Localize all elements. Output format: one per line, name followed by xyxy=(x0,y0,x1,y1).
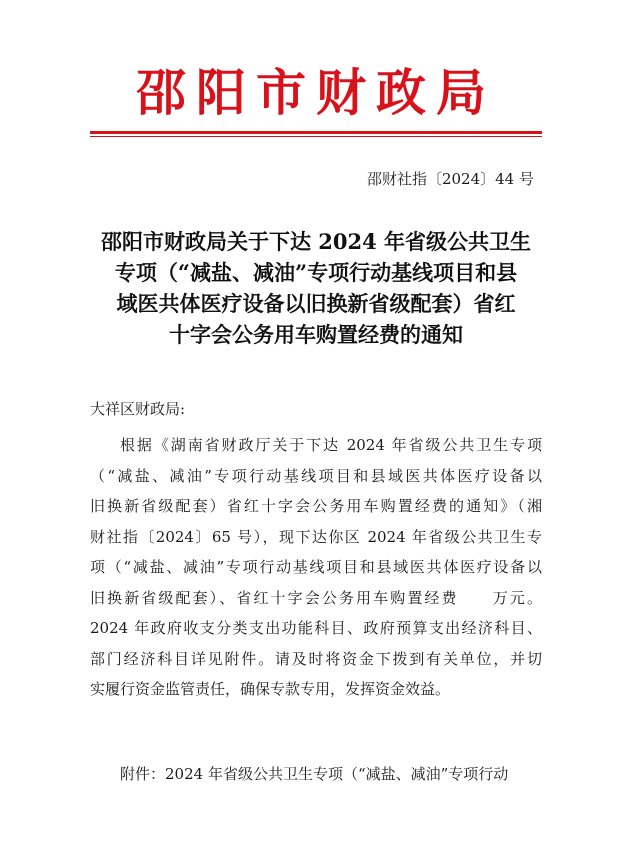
body-paragraph xyxy=(90,430,542,705)
notice-title-line: 专项（“减盐、减油”专项行动基线项目和县 xyxy=(114,260,518,285)
notice-title xyxy=(90,226,542,350)
body-line: 部门经济科目详见附件。请及时将资金下拨到有关单位，并切 xyxy=(90,649,542,668)
body-line: （“减盐、减油”专项行动基线项目和县域医共体医疗设备以 xyxy=(90,466,542,485)
body-line: 2024 年政府收支分类支出功能科目、政府预算支出经济科目、 xyxy=(90,619,542,637)
document-number: 邵财社指〔2024〕44 号 xyxy=(366,170,534,188)
notice-title-line: 域医共体医疗设备以旧换新省级配套）省红 xyxy=(116,291,516,316)
notice-title-line: 邵阳市财政局关于下达 2024 年省级公共卫生 xyxy=(100,229,532,254)
body-line: 项（“减盐、减油”专项行动基线项目和县域医共体医疗设备以 xyxy=(90,558,542,576)
body-line: 旧换新省级配套）省红十字会公务用车购置经费的通知》（湘 xyxy=(90,497,542,515)
body-line: 实履行资金监管责任，确保专款专用，发挥资金效益。 xyxy=(90,680,451,698)
notice-title-line: 十字会公务用车购置经费的通知 xyxy=(169,322,463,347)
letterhead-red-rule xyxy=(90,131,542,134)
letterhead-red-rule-thin xyxy=(90,136,542,137)
body-line: 财社指〔2024〕65 号），现下达你区 2024 年省级公共卫生专 xyxy=(90,527,542,546)
agency-letterhead: 邵阳市财政局 xyxy=(136,63,496,122)
attachment-note: 附件：2024 年省级公共卫生专项（“减盐、减油”专项行动 xyxy=(120,765,509,783)
body-line: 根据《湖南省财政厅关于下达 2024 年省级公共卫生专项 xyxy=(120,436,542,454)
body-line: 旧换新省级配套）、省红十字会公务用车购置经费 万元。 xyxy=(90,588,542,607)
recipient: 大祥区财政局: xyxy=(90,400,186,418)
